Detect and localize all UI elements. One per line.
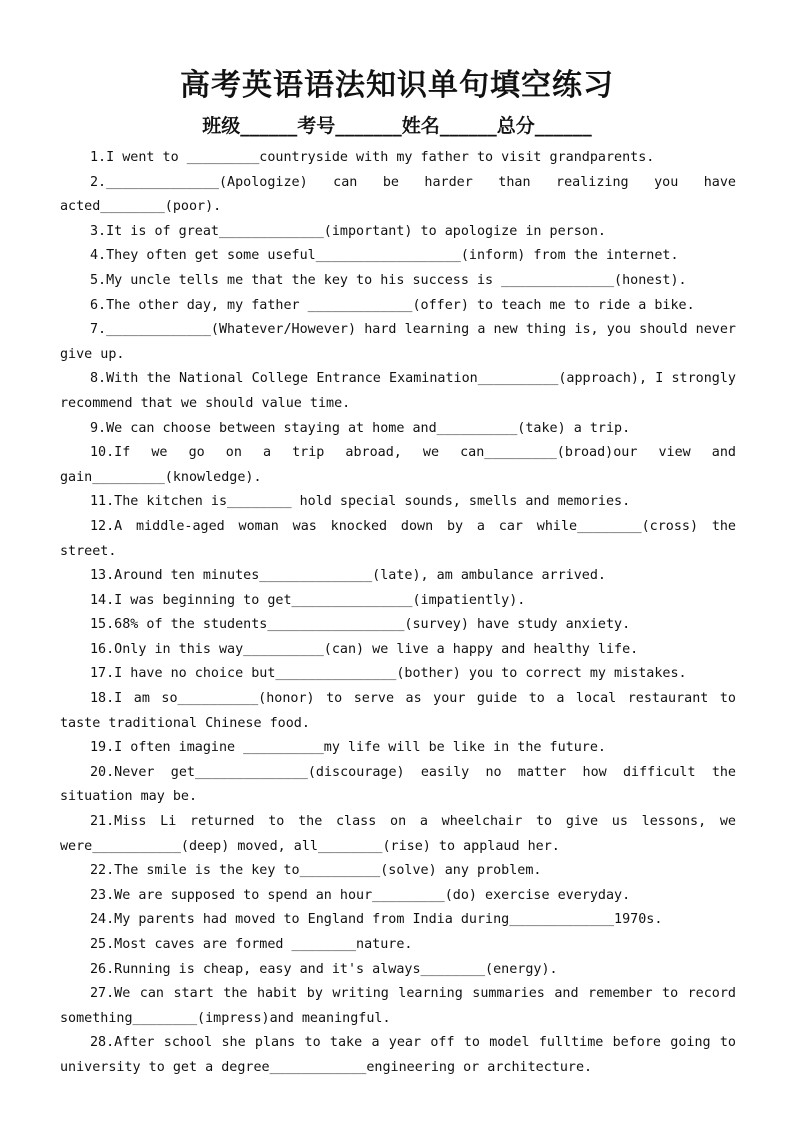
student-info-line: 班级______考号_______姓名______总分______ [202,115,592,137]
exercise-item-20: 20.Never get______________(discourage) easily no matter how difficult the situation may be. [60,764,745,805]
exercise-list [60,146,745,1081]
exercise-item-6: 6.The other day, my father _____________(offer) to teach me to ride a bike. [90,297,695,313]
exercise-item-7: 7._____________(Whatever/However) hard learning a new thing is, you should never give up. [60,322,745,362]
exercise-item-27: 27.We can start the habit by writing learning summaries and remember to record something________(impress)and meaningful. [60,986,745,1026]
exercise-item-21: 21.Miss Li returned to the class on a wheelchair to give us lessons, we were___________(deep) moved, all________(rise) to applaud her. [60,814,745,854]
exercise-item-23: 23.We are supposed to spend an hour_________(do) exercise everyday. [90,887,631,903]
exercise-item-4: 4.They often get some useful__________________(inform) from the internet. [90,248,679,264]
exercise-item-8: 8.With the National College Entrance Examination__________(approach), I strongly recommend that we should value time. [60,371,745,411]
exercise-item-16: 16.Only in this way__________(can) we live a happy and healthy life. [90,641,639,657]
exercise-item-13: 13.Around ten minutes______________(late), am ambulance arrived. [90,568,606,584]
exercise-item-12: 12.A middle-aged woman was knocked down by a car while________(cross) the street. [60,518,745,559]
exercise-item-26: 26.Running is cheap, easy and it's always________(energy). [90,961,558,977]
page-title: 高考英语语法知识单句填空练习 [180,68,614,103]
exercise-item-2: 2.______________(Apologize) can be harder than realizing you have acted________(poor). [60,174,745,215]
exercise-item-22: 22.The smile is the key to__________(solve) any problem. [90,863,542,879]
exercise-item-15: 15.68% of the students_________________(survey) have study anxiety. [90,617,631,633]
exercise-item-19: 19.I often imagine __________my life will be like in the future. [90,740,606,756]
exercise-item-28: 28.After school she plans to take a year off to model fulltime before going to university to get a degree____________engineering or architecture. [60,1035,745,1075]
exercise-item-3: 3.It is of great_____________(important) to apologize in person. [90,223,606,239]
exercise-item-10: 10.If we go on a trip abroad, we can_________(broad)our view and gain_________(knowledge). [60,445,745,485]
exercise-item-5: 5.My uncle tells me that the key to his success is ______________(honest). [90,272,687,288]
exercise-item-17: 17.I have no choice but_______________(bother) you to correct my mistakes. [90,666,687,682]
exercise-item-25: 25.Most caves are formed ________nature. [90,937,413,952]
exercise-item-9: 9.We can choose between staying at home and__________(take) a trip. [90,420,631,436]
exercise-item-24: 24.My parents had moved to England from India during_____________1970s. [90,912,663,928]
exercise-item-1: 1.I went to _________countryside with my father to visit grandparents. [90,150,655,165]
exercise-item-11: 11.The kitchen is________ hold special sounds, smells and memories. [90,494,631,510]
exercise-item-14: 14.I was beginning to get_______________(impatiently). [90,592,526,608]
exercise-item-18: 18.I am so__________(honor) to serve as your guide to a local restaurant to taste traditional Chinese food. [60,691,745,731]
